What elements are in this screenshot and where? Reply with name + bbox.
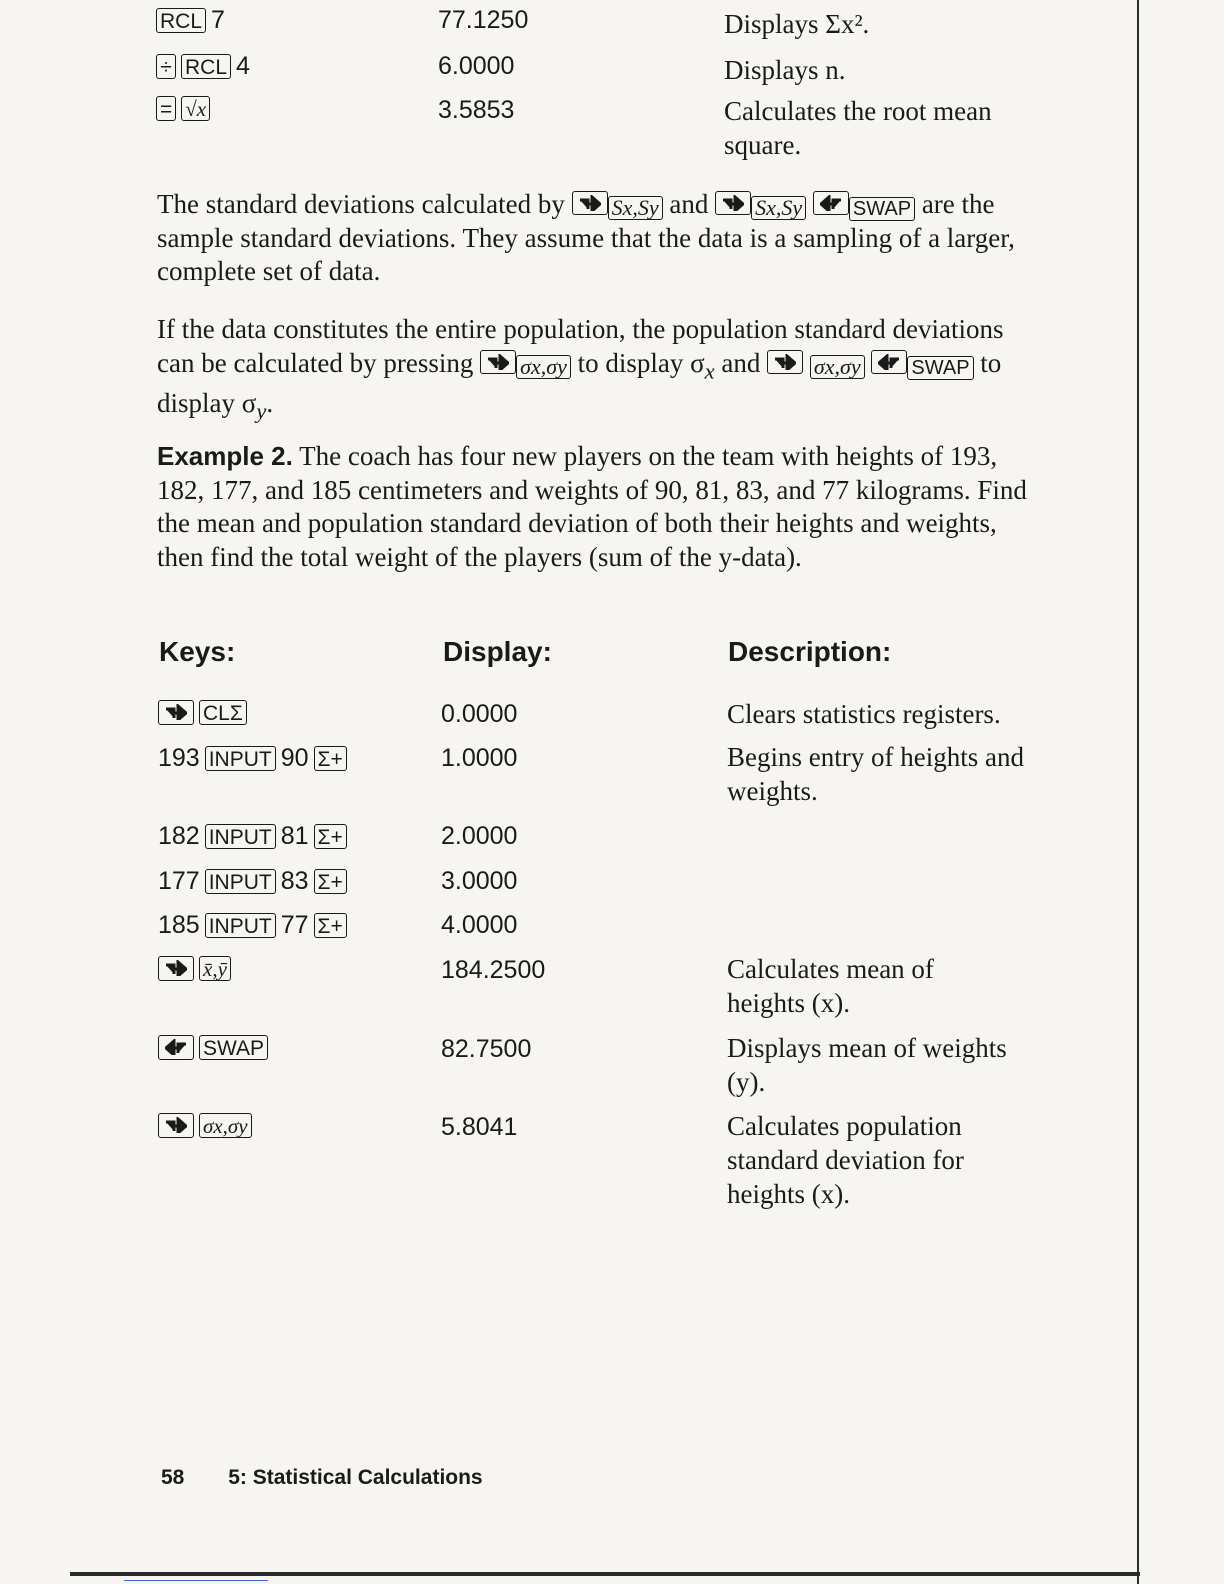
description-text: Displays mean of weights (y). — [727, 1033, 1007, 1097]
keys-cell — [158, 1113, 252, 1138]
keys-cell — [158, 822, 347, 851]
rcl-key: RCL — [181, 54, 231, 79]
subscript: y — [256, 398, 267, 424]
rcl-key: RCL — [156, 8, 206, 33]
keys-number: 90 — [280, 744, 309, 772]
sigma-key: σx,σy — [516, 355, 571, 379]
description-text: Displays Σx². — [724, 9, 870, 39]
para-text: and — [669, 189, 709, 219]
display-value: 2.0000 — [441, 822, 518, 850]
example-text: The coach has four new players on the team with heights of 193, 182, 177, and 185 centimeters and weights of 90, 81, 83, and 77 kilograms. Find the mean and population standard deviation of both their heights and weights, then find the total weight of the players (sum of the y-data). — [157, 441, 1027, 572]
swap-key: SWAP — [907, 356, 973, 380]
page-edge — [70, 1572, 1140, 1576]
display-value: 77.1250 — [438, 6, 529, 34]
keys-cell — [156, 96, 210, 121]
page-number: 58 — [161, 1466, 185, 1489]
keys-number: 7 — [211, 6, 225, 34]
keys-number: 83 — [280, 867, 309, 895]
left-shift-key — [158, 1035, 194, 1060]
swap-key: SWAP — [199, 1035, 268, 1060]
display-value: 4.0000 — [441, 911, 518, 939]
left-shift-key — [813, 191, 849, 215]
keys-cell — [158, 956, 231, 981]
keys-number: 4 — [236, 52, 250, 80]
sigma-plus-key: Σ+ — [314, 746, 347, 771]
display-value: 3.0000 — [441, 867, 518, 895]
sigma-plus-key: Σ+ — [314, 913, 347, 938]
right-shift-key — [158, 1113, 194, 1138]
keys-cell — [158, 744, 347, 773]
right-shift-key — [480, 350, 516, 374]
description-text: Clears statistics registers. — [727, 699, 1001, 729]
keys-number: 177 — [158, 867, 200, 895]
keys-cell — [158, 911, 347, 940]
right-shift-key — [158, 956, 194, 981]
example-paragraph — [157, 440, 1032, 574]
para-text: to display σ — [577, 347, 705, 378]
sqrt-key: √x — [181, 96, 210, 121]
description-text: Displays n. — [724, 55, 846, 85]
keys-number: 193 — [158, 744, 200, 772]
description-column-header: Description: — [728, 636, 892, 667]
chapter-title: 5: Statistical Calculations — [228, 1466, 483, 1489]
display-value: 0.0000 — [441, 700, 518, 728]
right-shift-key — [715, 191, 751, 215]
input-key: INPUT — [205, 824, 276, 849]
para-text: and — [721, 347, 761, 378]
para-text: to display σ — [157, 347, 1002, 419]
keys-number: 81 — [280, 822, 309, 850]
mean-key: x̄,ȳ — [199, 956, 231, 981]
keys-cell — [156, 6, 225, 35]
divide-key: ÷ — [156, 54, 176, 79]
sxsy-key: Sx,Sy — [751, 196, 806, 220]
page-edge — [124, 1580, 268, 1581]
display-column-header: Display: — [443, 636, 552, 667]
right-shift-key — [572, 191, 608, 215]
paragraph-population-deviation — [157, 313, 1032, 428]
sigma-plus-key: Σ+ — [314, 824, 347, 849]
display-value: 184.2500 — [441, 956, 546, 984]
keys-number: 77 — [280, 911, 309, 939]
display-value: 6.0000 — [438, 52, 515, 80]
keys-cell — [156, 52, 250, 81]
sigma-plus-key: Σ+ — [314, 869, 347, 894]
para-text: . — [266, 388, 274, 419]
right-shift-key — [767, 350, 803, 374]
sigma-key: σx,σy — [810, 355, 865, 379]
description-text: Begins entry of heights and weights. — [727, 742, 1024, 806]
keys-cell — [158, 700, 247, 725]
input-key: INPUT — [205, 869, 276, 894]
right-shift-key — [158, 700, 194, 725]
para-text: are the sample standard deviations. They assume that the data is a sampling of a larger, complete set of data. — [157, 189, 1015, 286]
clear-stats-key: CLΣ — [199, 700, 247, 725]
para-text: The standard deviations calculated by — [157, 189, 565, 219]
page-footer — [161, 1466, 483, 1490]
description-text: Calculates population standard deviation for heights (x). — [727, 1111, 964, 1209]
input-key: INPUT — [205, 913, 276, 938]
display-value: 3.5853 — [438, 96, 515, 124]
keys-number: 185 — [158, 911, 200, 939]
equals-key: = — [156, 96, 176, 121]
sigma-key: σx,σy — [199, 1113, 252, 1138]
display-value: 82.7500 — [441, 1035, 532, 1063]
keys-cell — [158, 867, 347, 896]
input-key: INPUT — [205, 746, 276, 771]
para-text: If the data constitutes the entire population, the population standard deviations can be calculated by pressing — [157, 314, 1004, 378]
keys-column-header: Keys: — [159, 636, 236, 667]
description-text: Calculates mean of heights (x). — [727, 954, 934, 1018]
left-shift-key — [871, 350, 907, 374]
page-edge — [1137, 0, 1139, 1584]
description-text: Calculates the root mean square. — [724, 96, 992, 160]
swap-key: SWAP — [849, 197, 915, 221]
example-heading: Example 2. — [157, 441, 293, 471]
display-value: 1.0000 — [441, 744, 518, 772]
keys-cell — [158, 1035, 268, 1060]
keys-number: 182 — [158, 822, 200, 850]
subscript: x — [704, 357, 715, 383]
sxsy-key: Sx,Sy — [608, 196, 663, 220]
paragraph-sample-deviation — [157, 188, 1032, 289]
display-value: 5.8041 — [441, 1113, 518, 1141]
